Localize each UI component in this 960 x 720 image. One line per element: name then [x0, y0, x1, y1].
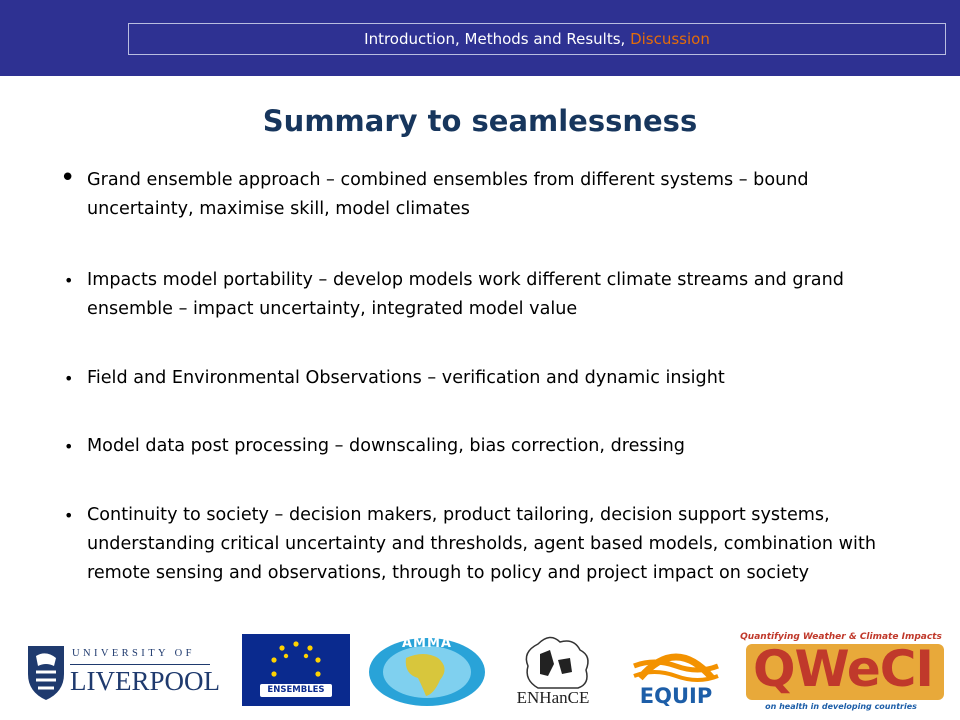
section-breadcrumb — [128, 23, 946, 55]
amma-label: AMMA — [402, 636, 452, 651]
partner-logos — [0, 628, 960, 720]
bullet-dot: • — [64, 506, 74, 525]
equip-logo — [630, 632, 722, 710]
qweci-tagline: Quantifying Weather & Climate Impacts — [740, 632, 942, 642]
header-bar — [0, 0, 960, 76]
bullet-text: Grand ensemble approach – combined ensembles from different systems – bound uncertainty, maximise skill, model climates — [87, 170, 809, 219]
liverpool-logo — [24, 642, 220, 704]
qweci-name: QWeCI — [752, 640, 934, 698]
enhance-label: ENHanCE — [516, 688, 590, 707]
bullet-text: Continuity to society – decision makers, product tailoring, decision support systems, understanding critical uncertainty and thresholds, agent based models, combination with remote sensing and observations, through to policy and project impact on society — [87, 505, 876, 583]
liverpool-name-text: LIVERPOOL — [70, 666, 220, 696]
breadcrumb-sections: Introduction, Methods and Results, — [364, 30, 631, 48]
slide-title: Summary to seamlessness — [262, 104, 698, 138]
breadcrumb-current-section: Discussion — [630, 30, 710, 48]
equip-label: EQUIP — [639, 684, 713, 708]
bullet-dot: • — [64, 369, 74, 388]
liverpool-divider — [70, 664, 210, 665]
qweci-subtitle: on health in developing countries — [765, 702, 917, 711]
bullet-dot: • — [64, 271, 74, 290]
bullet-dot: • — [64, 437, 74, 456]
liverpool-top-text: UNIVERSITY OF — [72, 648, 195, 659]
bullet-text: Model data post processing – downscaling, bias correction, dressing — [87, 436, 685, 456]
bullet-dot: • — [60, 163, 76, 193]
qweci-logo — [738, 632, 944, 714]
amma-logo — [366, 632, 488, 708]
enhance-logo — [494, 630, 612, 716]
bullet-text: Field and Environmental Observations – verification and dynamic insight — [87, 368, 725, 388]
bullet-text: Impacts model portability – develop models work different climate streams and grand ensemble – impact uncertainty, integrated model value — [87, 270, 844, 319]
ensembles-logo — [242, 634, 350, 706]
ensembles-label: ENSEMBLES — [260, 684, 332, 697]
